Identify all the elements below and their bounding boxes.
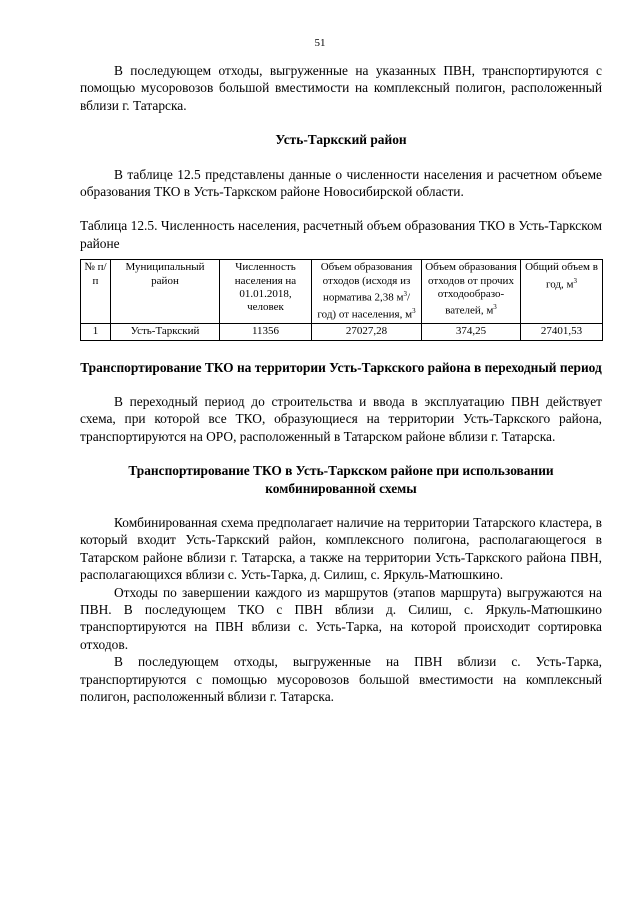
table-header-row — [81, 260, 603, 324]
page-number: 51 — [314, 37, 326, 49]
header-total: Общий объем в год, $м^3$ — [521, 260, 603, 324]
table-row — [81, 324, 603, 340]
paragraph-4: Комбинированная схема предполагает наличие на территории Татарского кластера, в который входит Усть-Таркский район, комплексного полигона, располагающегося в Татарском районе вблизи г. Татарска, а также на территории Усть-Таркского района ПВН, располагающихся вблизи с. Усть-Тарка, д. Силиш, с. Яркуль-Матюшкино. — [80, 515, 602, 583]
paragraph-5: Отходы по завершении каждого из маршрутов (этапов маршрута) выгружаются на ПВН. В последующем ТКО с ПВН вблизи д. Силиш, с. Яркуль-Матюшкино транспортируются на ПВН вблизи с. Усть-Тарка, на которой происходит сортировка отходов. — [80, 584, 602, 652]
header-population: Численность населения на 01.01.2018, человек — [220, 260, 312, 324]
population-waste-table — [80, 259, 603, 340]
heading-combined-scheme: Транспортирование ТКО в Усть-Таркском районе при использовании комбинированной схемы — [128, 463, 554, 496]
paragraph-6: В последующем отходы, выгруженные на ПВН вблизи с. Усть-Тарка, транспортируются с помощью мусоровозов большой вместимости на комплексный полигон, расположенный вблизи г. Татарска. — [80, 654, 602, 705]
cell-volume-other: 374,25 — [422, 324, 521, 340]
heading-transitional-period: Транспортирование ТКО на территории Усть-Таркского района в переходный период — [80, 359, 602, 375]
cell-num: 1 — [81, 324, 111, 340]
cell-municipality: Усть-Таркский — [111, 324, 220, 340]
header-volume-norm: Объем образования отходов (исходя из норматива 2,38 $м^3/год$) от населения, $м^3$ — [312, 260, 422, 324]
paragraph-1: В последующем отходы, выгруженные на указанных ПВН, транспортируются с помощью мусоровозов большой вместимости на комплексный полигон, расположенный вблизи г. Татарска. — [80, 63, 602, 113]
cell-population: 11356 — [220, 324, 312, 340]
document-body — [80, 62, 602, 706]
header-num: № п/п — [81, 260, 111, 324]
cell-volume-norm: 27027,28 — [312, 324, 422, 340]
paragraph-2: В таблице 12.5 представлены данные о численности населения и расчетном объеме образования ТКО в Усть-Таркском районе Новосибирской области. — [80, 166, 602, 200]
header-municipality: Муниципальный район — [111, 260, 220, 324]
header-volume-other: Объем образования отходов от прочих отходообразо-вателей, $м^3$ — [422, 260, 521, 324]
paragraph-3: В переходный период до строительства и ввода в эксплуатацию ПВН действует схема, при которой все ТКО, образующиеся на территории Усть-Таркского района, транспортируются на ОРО, расположенный в Татарском районе вблизи г. Татарска. — [80, 394, 602, 444]
heading-ust-tarksky-district: Усть-Таркский район — [275, 132, 407, 148]
table-caption: Таблица 12.5. Численность населения, расчетный объем образования ТКО в Усть-Таркском районе — [80, 218, 602, 251]
cell-total: 27401,53 — [521, 324, 603, 340]
